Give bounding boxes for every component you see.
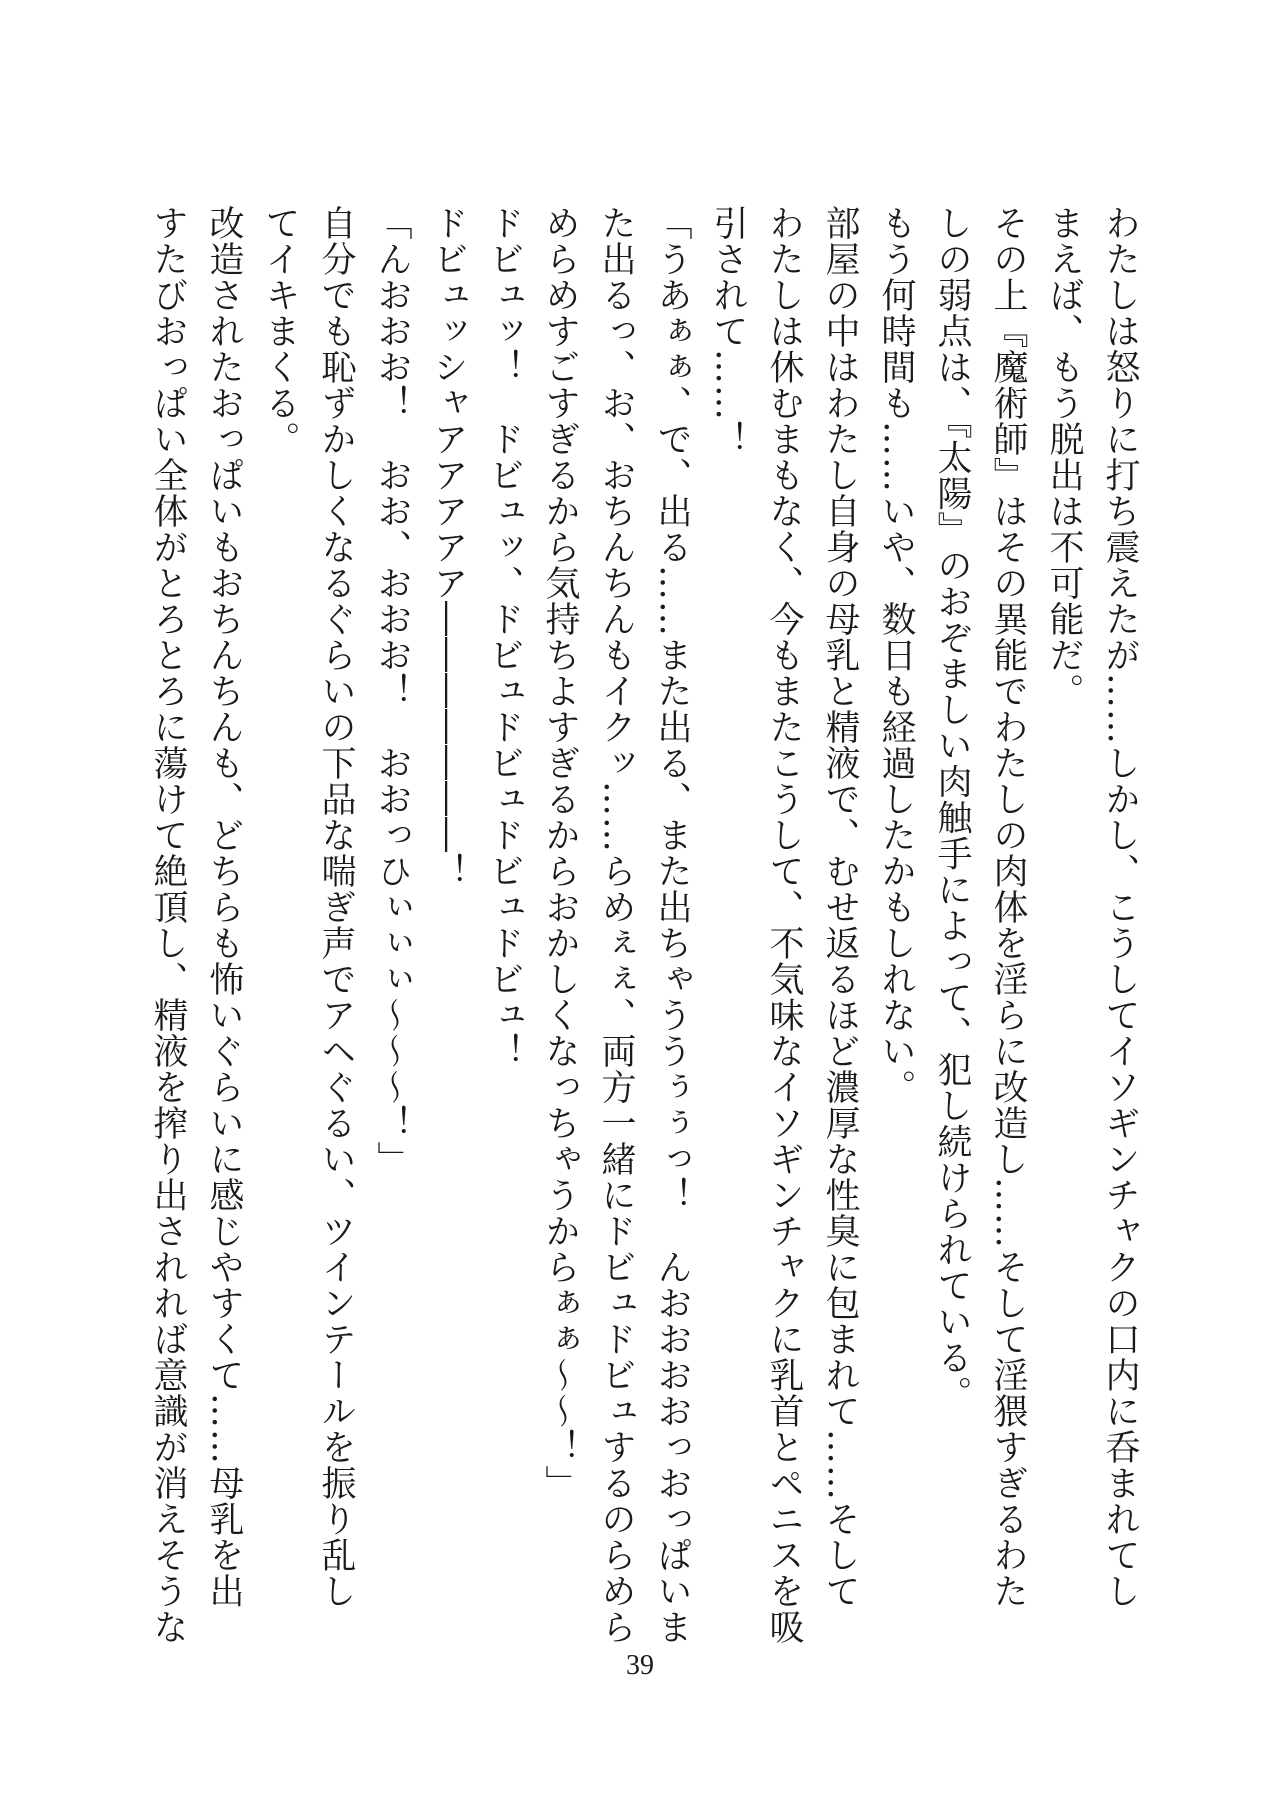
text-line: ドビュッ！ ドビュッ、ドビュドビュドビュドビュ！ [484,205,524,1069]
text-line: た出るっ、お、おちんちんもイクッ……らめぇぇ、両方一緒にドビュドビュするのらめら [596,205,636,1645]
text-line: 「うあぁぁ、で、出る……また出る、また出ちゃううぅぅっ！ んおおおおっおっぱいま [652,205,692,1645]
text-line: めらめすごすぎるから気持ちよすぎるからおかしくなっちゃうからぁぁ～～！」 [540,205,580,1501]
text-line: ドビュッシャアアアアア―――――――！ [428,205,468,889]
text-line: 引されて……！ [708,205,748,457]
text-line: すたびおっぱい全体がとろとろに蕩けて絶頂し、精液を搾り出されれば意識が消えそうな [148,205,188,1645]
text-line: まえば、もう脱出は不可能だ。 [1044,205,1084,709]
text-line: 「んおおお！ おお、おおお！ おおっひぃぃぃ～～～！」 [372,205,412,1177]
text-line: 改造されたおっぱいもおちんちんも、どちらも怖いぐらいに感じやすくて……母乳を出 [204,205,244,1609]
text-line: 自分でも恥ずかしくなるぐらいの下品な喘ぎ声でアヘぐるい、ツインテールを振り乱し [316,205,356,1609]
text-line: 部屋の中はわたし自身の母乳と精液で、むせ返るほど濃厚な性臭に包まれて……そして [820,205,860,1609]
text-line: てイキまくる。 [260,205,300,457]
page-number: 39 [626,1650,654,1681]
text-line: わたしは怒りに打ち震えたが……しかし、こうしてイソギンチャクの口内に呑まれてし [1100,205,1140,1609]
text-line: わたしは休むまもなく、今もまたこうして、不気味なイソギンチャクに乳首とペニスを吸 [764,205,804,1645]
text-line: しの弱点は、『太陽』のおぞましい肉触手によって、犯し続けられている。 [932,205,972,1412]
text-line: もう何時間も……いや、数日も経過したかもしれない。 [876,205,916,1105]
text-line: その上『魔術師』はその異能でわたしの肉体を淫らに改造し……そして淫猥すぎるわた [988,205,1028,1609]
vertical-text-body [140,205,1148,1645]
